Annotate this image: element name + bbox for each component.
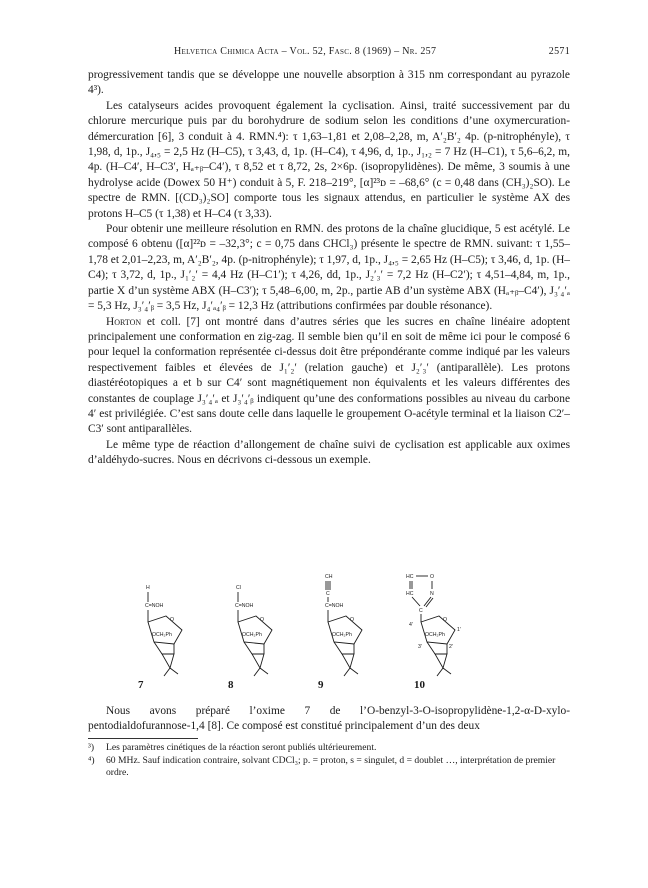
c9-number: 9 bbox=[318, 679, 324, 691]
paragraph-4 bbox=[88, 315, 570, 438]
c8-oxime-label: C=NOH bbox=[235, 603, 254, 609]
c9-top-label: CH bbox=[325, 574, 333, 580]
paragraph-3: Pour obtenir une meilleure résolution en RMN. des protons de la chaîne glucidique, 5 est acétylé. Le composé 6 obtenu ([α]²²ᴅ = –32,3°; c = 0,75 dans CHCl₃) présente le spectre de RMN. suivant: τ 1,55–1,78 et 2,01–2,23, m, A′₂B′₂, 4p. (p-nitrophényle); τ 1,97, d, 1p., J₄,₅ = 2,65 Hz (H–C5); τ 3,46, d, 1p. (H–C4); τ 3,72, d, 1p., J₁′₂′ = 4,4 Hz (H–C1′); τ 4,26, dd, 1p., J₂′₃′ = 7,2 Hz (H–C2′); τ 4,51–4,84, m, 1p., partie X d’un système ABX (H–C3′); τ 5,48–6,00, m, 2p., partie AB d’un système ABX (Hₐ₊ᵦ–C4′), J₃′₄′ₐ = 5,3 Hz, J₃′₄′ᵦ = 3,5 Hz, J₄′ₐ₄′ᵦ = 12,3 Hz (attributions confirmées par double résonance). bbox=[88, 223, 570, 313]
paragraph-1: progressivement tandis que se développe une nouvelle absorption à 315 nm correspondant au pyrazole 4³). bbox=[88, 69, 570, 97]
footnote-3 bbox=[88, 742, 570, 755]
c9-mid-label: C bbox=[326, 591, 330, 597]
structure-figure bbox=[88, 574, 570, 692]
footnotes bbox=[88, 742, 570, 780]
author-name: Horton bbox=[106, 315, 142, 328]
footnote-3-number: ³) bbox=[88, 742, 95, 753]
footnote-3-text: Les paramètres cinétiques de la réaction seront publiés ultérieurement. bbox=[106, 742, 377, 753]
paragraph-6-text: Nous avons préparé l’oxime 7 de l’O-benzyl-3-O-isopropylidène-1,2-α-D-xylo-pentodialdofurannose-1,4 [8]. Ce composé est constitué principalement d’un des deux bbox=[88, 705, 570, 733]
c8-ring-label: OCH₂Ph bbox=[242, 632, 262, 638]
footnote-4-number: ⁴) bbox=[88, 754, 95, 766]
c10-ring-label: OCH₂Ph bbox=[425, 632, 445, 638]
journal-title: Helvetica Chimica Acta – Vol. 52, Fasc. 8 (1969) – Nr. 257 bbox=[174, 46, 437, 57]
footnote-4-text: 60 MHz. Sauf indication contraire, solvant CDCl₃; p. = proton, s = singulet, d = doublet …, interprétation de premier ordre. bbox=[106, 754, 556, 779]
c10-pos-4: 4′ bbox=[409, 622, 413, 628]
compound-8 bbox=[228, 585, 272, 691]
body-text bbox=[88, 68, 570, 469]
c7-ring-label: OCH₂Ph bbox=[152, 632, 172, 638]
c8-number: 8 bbox=[228, 679, 234, 691]
footnote-4 bbox=[88, 755, 570, 780]
c10-isox-hc2: HC bbox=[406, 591, 414, 597]
c7-ring-oxygen: O bbox=[170, 617, 175, 623]
c7-oxime-label: C=NOH bbox=[145, 603, 164, 609]
page-number: 2571 bbox=[548, 46, 570, 57]
chemical-structures bbox=[88, 574, 570, 692]
c7-number: 7 bbox=[138, 679, 144, 691]
compound-10 bbox=[406, 574, 461, 691]
compound-7 bbox=[138, 585, 182, 691]
compound-9 bbox=[318, 574, 362, 691]
c9-ring-oxygen: O bbox=[350, 617, 355, 623]
c8-ring-oxygen: O bbox=[260, 617, 265, 623]
c10-isox-o: O bbox=[430, 574, 435, 580]
c10-isox-n: N bbox=[430, 591, 434, 597]
c10-pos-1: 1′ bbox=[457, 627, 461, 633]
c10-isox-c: C bbox=[419, 608, 423, 614]
footnote-rule bbox=[88, 738, 198, 739]
c10-isox-hc1: HC bbox=[406, 574, 414, 580]
paragraph-6 bbox=[88, 704, 570, 735]
c7-top-label: H bbox=[146, 585, 150, 591]
paragraph-4-text: et coll. [7] ont montré dans d’autres séries que les sucres en chaîne linéaire adoptent principalement une conformation en zig-zag. Il semble bien qu’il en soit de même ici pour le composé 6 pour lequel la conformation représentée ci-dessus doit être prépondérante comme indiqué par les valeurs respectivement faibles et élevées de J₁′₂′ (relation gauche) et J₂′₃′ (antiparallèle). Les protons diastéréotopiques a et b sur C4′ sont magnétiquement non équivalents et les valeurs différentes des constantes de couplage J₃′₄′ₐ et J₃′₄′ᵦ indiquent qu’une des conformations possibles au niveau du carbone 4′ est privilégiée. C’est sans doute celle dans laquelle le groupement O-acétyle terminal et la liaison C2′–C3′ sont antiparallèles. bbox=[88, 315, 570, 436]
c9-oxime-label: C=NOH bbox=[325, 603, 344, 609]
c10-pos-3: 3′ bbox=[418, 644, 422, 650]
paragraph-5: Le même type de réaction d’allongement de chaîne suivi de cyclisation est applicable aux oximes d’aldéhydo-sucres. Nous en décrivons ci-dessous un exemple. bbox=[88, 438, 570, 467]
c9-ring-label: OCH₂Ph bbox=[332, 632, 352, 638]
c10-pos-2: 2′ bbox=[449, 644, 453, 650]
c10-ring-oxygen: O bbox=[443, 617, 448, 623]
paragraph-2: Les catalyseurs acides provoquent également la cyclisation. Ainsi, traité successivement par du chlorure mercurique puis par du borohydrure de sodium selon les conditions d’une oxymercuration-démercuration [6], 3 conduit à 4. RMN.⁴): τ 1,63–1,81 et 2,08–2,28, m, A′₂B′₂ 4p. (p-nitrophényle), τ 1,98, d, 1p., J₄,₅ = 2,5 Hz (H–C5), τ 3,43, d, 1p. (H–C4), τ 4,96, d, 1p., J₁,₂ = 7 Hz (H–C1), τ 5,6–6,2, m, 4p. (H–C4′, H–C3′, Hₐ₊ᵦ–C4′), τ 8,52 et τ 8,72, 2s, 2×6p. (isopropylidènes). De même, 3 soumis à une hydrolyse acide (Dowex 50 H⁺) conduit à 5, F. 218–219°, [α]²³ᴅ = –68,6° (c = 0,48 dans (CH₃)₂SO). Le spectre de RMN. [(CD₃)₂SO] comporte tous les signaux attendus, en particulier le système AX des protons H–C5 (τ 1,38) et H–C4 (τ 3,33). bbox=[88, 99, 570, 220]
c10-number: 10 bbox=[414, 679, 425, 691]
c8-top-label: Cl bbox=[236, 585, 241, 591]
